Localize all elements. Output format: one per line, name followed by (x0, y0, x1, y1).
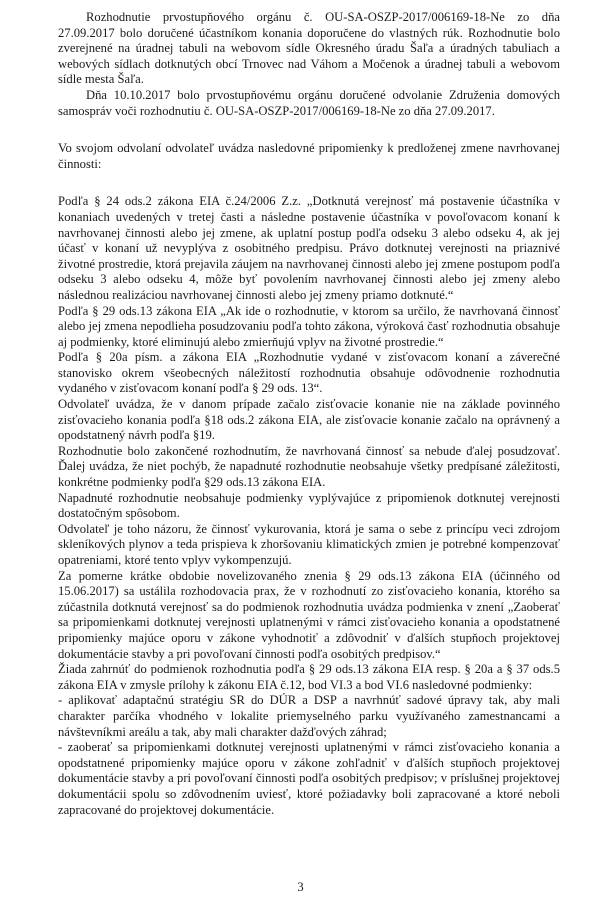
paragraph-appeal-intro: Vo svojom odvolaní odvolateľ uvádza nasledovné pripomienky k predloženej zmene navrhovanej činnosti: (58, 141, 560, 171)
conditions-list (58, 693, 560, 818)
paragraph-eia-20a: Podľa § 20a písm. a zákona EIA „Rozhodnutie vydané v zisťovacom konaní a záverečné stanovisko okrem všeobecných náležitostí rozhodnutia obsahuje odôvodnenie rozhodnutia vydaného v zisťovacom konaní podľa § 29 ods. 13“. (58, 350, 560, 396)
list-item: - zaoberať sa pripomienkami dotknutej verejnosti uplatnenými v rámci zisťovacieho konania a opodstatnené pripomienky majúce oporu v zákone zohľadniť v ďalších stupňoch projektovej dokumentácie stavby a pri povoľovaní činnosti podľa osobitých predpisov; v príslušnej projektovej dokumentácii spolu so zdôvodnením uviesť, ktoré požiadavky boli zapracované a ktoré neboli zapracované do projektovej dokumentácie. (58, 740, 560, 817)
paragraph-eia-24: Podľa § 24 ods.2 zákona EIA č.24/2006 Z.z. „Dotknutá verejnosť má postavenie účastníka v konaniach uvedených v tretej časti a následne postavenie účastníka v povoľovacom konaní k navrhovanej činnosti alebo jej zmene, ak uplatní postup podľa odseku 3 alebo odseku 4, ak jej účasť v konaní už nevyplýva z osobitného predpisu. Právo dotknutej verejnosti na priaznivé životné prostredie, ktorá prejavila záujem na navrhovanej činnosti alebo jej zmene postupom podľa odseku 3 alebo odseku 4, môže byť povolením navrhovanej činnosti alebo jej zmeny alebo následnou realizáciou navrhovanej činnosti alebo jej zmeny priamo dotknuté.“ (58, 194, 560, 302)
document-page (58, 10, 560, 818)
paragraph-appellant-states: Odvolateľ uvádza, že v danom prípade začalo zisťovacie konanie nie na základe povinného zisťovacieho konania podľa §18 ods.2 zákona EIA, ale zisťovacie konanie začalo na oprávnený a opodstatnený návrh podľa §19. (58, 397, 560, 443)
paragraph-conditions-missing: Napadnuté rozhodnutie neobsahuje podmienky vyplývajúce z pripomienok dotknutej verejnosti dostatočným spôsobom. (58, 490, 560, 521)
paragraph-delivery: Rozhodnutie prvostupňového orgánu č. OU-SA-OSZP-2017/006169-18-Ne zo dňa 27.09.2017 bolo doručené účastníkom konania doporučene do vlastných rúk. Rozhodnutie bolo zverejnené na úradnej tabuli na webovom sídle Okresného úradu Šaľa a úradných tabuliach a webových sídlach dotknutých obcí Trnovec nad Váhom a Močenok a úradnej tabuli a webovom sídle mesta Šaľa. (58, 10, 560, 87)
paragraph-decision-concluded: Rozhodnutie bolo zakončené rozhodnutím, že navrhovaná činnosť sa nebude ďalej posudzovať. Ďalej uvádza, že niet pochýb, že napadnuté rozhodnutie neobsahuje všetky predpísané záležitosti, konkrétne podmienky podľa §29 ods.13 zákona EIA. (58, 443, 560, 490)
paragraph-eia-29: Podľa § 29 ods.13 zákona EIA „Ak ide o rozhodnutie, v ktorom sa určilo, že navrhovaná činnosť alebo jej zmena nepodlieha posudzovaniu podľa tohto zákona, výroková časť rozhodnutia obsahuje aj podmienky, ktoré eliminujú alebo zmierňujú vplyv na životné prostredie.“ (58, 303, 560, 349)
list-item: - aplikovať adaptačnú stratégiu SR do DÚR a DSP a navrhnúť sadové úpravy tak, aby mali charakter parčíka vhodného v lokalite priemyselného parku využívaného zamestnancami a návštevníkmi areálu a tak, aby mali charakter dažďových záhrad; (58, 693, 560, 739)
paragraph-appeal-received: Dňa 10.10.2017 bolo prvostupňovému orgánu doručené odvolanie Združenia domových samospráv voči rozhodnutiu č. OU-SA-OSZP-2017/006169-18-Ne zo dňa 27.09.2017. (58, 87, 560, 118)
paragraph-heating-opinion: Odvolateľ je toho názoru, že činnosť vykurovania, ktorá je sama o sebe z princípu veci zdrojom skleníkových plynov a teda prispieva k zhoršovaniu klimatických zmien je potrebné kompenzovať opatreniami, ktoré tento vplyv vykompenzujú. (58, 521, 560, 567)
page-number: 3 (297, 880, 304, 894)
paragraph-request-conditions: Žiada zahrnúť do podmienok rozhodnutia podľa § 29 ods.13 zákona EIA resp. § 20a a § 37 ods.5 zákona EIA v zmysle prílohy k zákonu EIA č.12, bod VI.3 a bod VI.6 nasledovné podmienky: (58, 662, 560, 692)
paragraph-decision-practice: Za pomerne krátke obdobie novelizovaného znenia § 29 ods.13 zákona EIA (účinného od 15.06.2017) sa ustálila rozhodovacia prax, že v rozhodnutí zo zisťovacieho konania, ktorého sa zúčastnila dotknutá verejnosť sa do podmienok rozhodnutia uvádza podmienka v znení „Zaoberať sa pripomienkami dotknutej verejnosti uplatnenými v rámci zisťovacieho konania a opodstatnené pripomienky majúce oporu v zákone vyhodnotiť a zdôvodniť v ďalších stupňoch projektovej dokumentácie stavby a pri povoľovaní činnosti podľa osobitých predpisov.“ (58, 568, 560, 661)
